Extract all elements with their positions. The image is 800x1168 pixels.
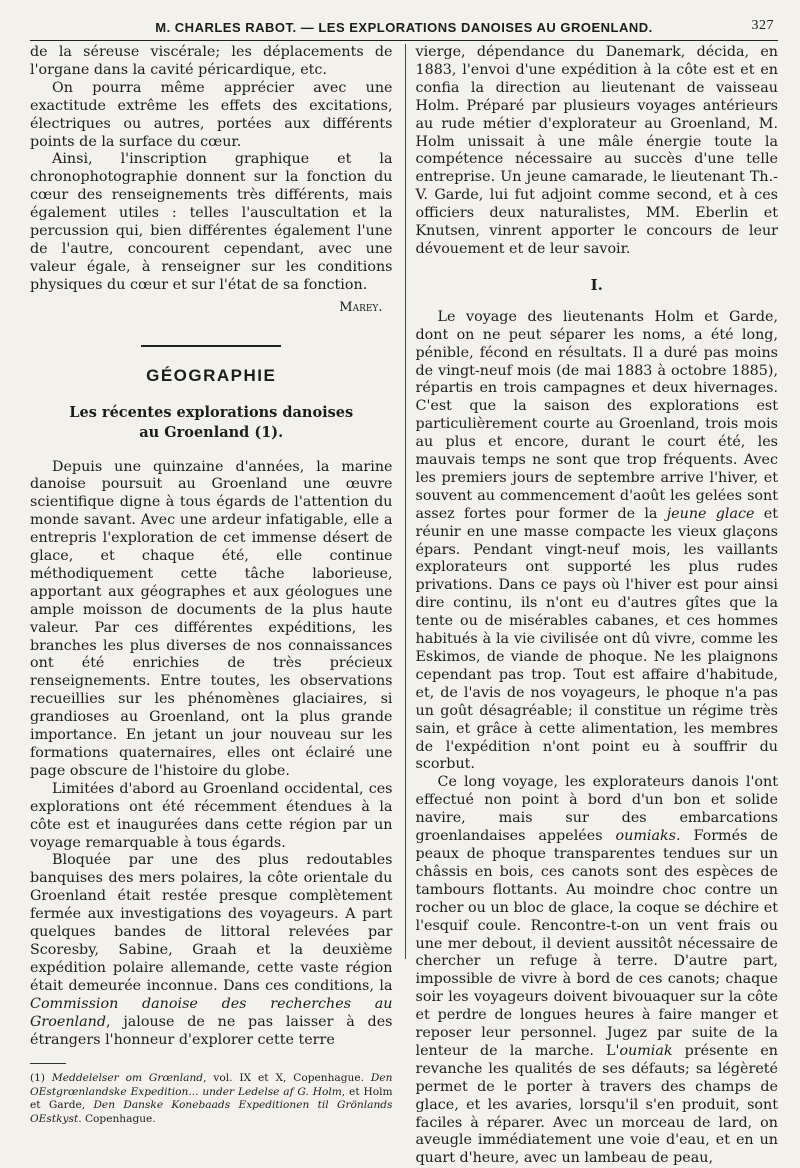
section-number: I. bbox=[590, 275, 603, 294]
footnote-marker: (1) bbox=[30, 1072, 52, 1085]
article-title-line: Les récentes explorations danoises bbox=[69, 403, 354, 421]
section-heading: GÉOGRAPHIE bbox=[146, 365, 277, 385]
paragraph: Limitées d'abord au Groenland occidental, ces explorations ont été récemment étendues à la côte est et inaugurées dans cette région par un voyage remarquable à tous égards. bbox=[30, 780, 393, 851]
paragraph: Ainsi, l'inscription graphique et la chronophotographie donnent sur la fonction du cœur des renseignements très différents, mais également utiles : telles l'auscultation et la percussion qui, bien différentes également l'une de l'autre, concourent cependant, avec une valeur égale, à renseigner sur les conditions physiques du cœur et sur l'état de sa fonction. bbox=[30, 151, 393, 293]
paragraph-text: et réunir en une masse compacte les vieux glaçons épars. Pendant vingt-neuf mois, les vaillants explorateurs ont supporté les plus rudes privations. Dans ce pays où l'hiver est pour ainsi dire continu, ils n'ont eu d'autres gîtes que la tente ou de misérables cabanes, et ces hommes habitués à la vie civilisée ont dû vivre, comme les Eskimos, de viande de phoque. Ne les plaignons cependant pas trop. Tout est affaire d'habitude, et, de l'avis de nos voyageurs, le phoque n'a pas un goût désagréable; il constitue un régime très sain, et grâce à cette alimentation, les membres de l'expédition n'ont point eu à souffrir du scorbut. bbox=[415, 505, 778, 773]
paragraph: vierge, dépendance du Danemark, décida, en 1883, l'envoi d'une expédition à la côte est et en confia la direction au lieutenant de vaisseau Holm. Préparé par plusieurs voyages antérieurs au rude métier d'explorateur au Groenland, M. Holm unissait à une mâle énergie toute la compétence nécessaire au succès d'une telle entreprise. Un jeune camarade, le lieutenant Th.-V. Garde, lui fut adjoint comme second, et à ces officiers deux naturalistes, MM. Eberlin et Knutsen, vinrent apporter le concours de leur dévouement et de leur savoir. bbox=[415, 44, 778, 257]
paragraph bbox=[416, 309, 779, 775]
italic-text: Meddelelser om Grœnland bbox=[51, 1072, 204, 1085]
footnote-text: . Copenhague. bbox=[78, 1112, 156, 1125]
paragraph bbox=[30, 852, 393, 1049]
italic-text: Den Danske Konebaads Expeditionen til Grönlands OEstkyst bbox=[30, 1099, 393, 1125]
running-header bbox=[30, 14, 778, 41]
right-column bbox=[416, 44, 779, 1168]
paragraph-text: présente en revanche les qualités de ses défauts; sa légèreté permet de le porter à travers des champs de glace, et les avaries, lorsqu'il s'en produit, sont faciles à réparer. Avec un morceau de lard, on aveugle immédiatement une voie d'eau, et en un quart d'heure, avec un lambeau de peau, bbox=[415, 1042, 778, 1167]
paragraph: On pourra même apprécier avec une exactitude extrême les effets des excitations, électriques ou autres, portées aux différents points de la surface du cœur. bbox=[30, 79, 393, 150]
article-title bbox=[30, 403, 393, 443]
paragraph-text: , jalouse de ne pas laisser à des étrangers l'honneur d'explorer cette terre bbox=[30, 1013, 393, 1048]
italic-text: Commission danoise des recherches au Groenland bbox=[30, 995, 393, 1030]
section-divider bbox=[141, 345, 281, 347]
running-title: M. CHARLES RABOT. — LES EXPLORATIONS DANOISES AU GROENLAND. bbox=[155, 20, 653, 35]
author-signature: Marey. bbox=[339, 299, 383, 315]
left-column bbox=[30, 44, 401, 1168]
footnote-divider bbox=[30, 1063, 66, 1064]
article-title-line: au Groenland (1). bbox=[139, 423, 284, 441]
footnote-text: , vol. IX et X, Copenhague. bbox=[203, 1072, 371, 1085]
italic-text: jeune glace bbox=[666, 505, 755, 522]
paragraph: de la séreuse viscérale; les déplacements de l'organe dans la cavité péricardique, etc. bbox=[30, 44, 393, 78]
footnote-text: , et Holm et Garde, bbox=[30, 1085, 393, 1112]
page-number: 327 bbox=[751, 18, 774, 33]
paragraph-text: Le voyage des lieutenants Holm et Garde, dont on ne peut séparer les noms, a été long, pénible, fécond en résultats. Il a duré pas moins de vingt-neuf mois (de mai 1883 à octobre 1885), répartis en trois campagnes et deux hivernages. C'est que la saison des explorations est particulièrement courte au Groenland, trois mois au plus et encore, durant le court été, les mauvais temps ne sont que trop fréquents. Avec les premiers jours de septembre arrive l'hiver, et souvent au commencement d'août les gelées sont assez fortes pour former de la bbox=[415, 308, 778, 522]
column-divider bbox=[405, 44, 406, 959]
two-column-body bbox=[30, 44, 778, 1168]
paragraph-text: . Formés de peaux de phoque transparentes tendues sur un châssis en bois, ces canots sont des espèces de tambours flottants. Au moindre choc contre un rocher ou un bloc de glace, la coque se déchire et l'esquif coule. Rencontre-t-on un vent frais ou une mer debout, il devient aussitôt nécessaire de chercher un refuge à terre. D'autre part, impossible de vivre à bord de ces canots; chaque soir les voyageurs doivent bivouaquer sur la côte et perdre de longues heures à faire manger et reposer leur personnel. Jugez par suite de la lenteur de la marche. L' bbox=[415, 828, 778, 1059]
paragraph-text: Bloquée par une des plus redoutables banquises des mers polaires, la côte orientale du Groenland était restée presque complètement fermée aux investigations des voyageurs. A part quelques bandes de littoral relevées par Scoresby, Sabine, Graah et la deuxième expédition polaire allemande, cette vaste région était demeurée inconnue. Dans ces conditions, la bbox=[30, 852, 393, 994]
paragraph-text: Ce long voyage, les explorateurs danois l'ont effectué non point à bord d'un bon et solide navire, mais sur des embarcations groenlandaises appelées bbox=[415, 774, 778, 845]
italic-text: Den OEstgrœnlandske Expedition... under Ledelse af G. Holm bbox=[30, 1072, 393, 1098]
paragraph: Depuis une quinzaine d'années, la marine danoise poursuit au Groenland une œuvre scientifique digne à tous égards de l'attention du monde savant. Avec une ardeur infatigable, elle a entrepris l'exploration de cet immense désert de glace, et chaque été, elle continue méthodiquement cette tâche laborieuse, apportant aux géographes et aux géologues une ample moisson de documents de la plus haute valeur. Par ces différentes expéditions, les branches les plus diverses de nos connaissances ont été enrichies de très précieux renseignements. Entre toutes, les observations recueillies sur les phénomènes glaciaires, si grandioses au Groenland, ont la plus grande importance. En jetant un jour nouveau sur les formations quaternaires, elles ont éclairé une page obscure de l'histoire du globe. bbox=[30, 458, 393, 779]
paragraph bbox=[416, 774, 779, 1168]
footnote bbox=[30, 1072, 393, 1126]
italic-text: oumiaks bbox=[615, 828, 676, 845]
italic-text: oumiak bbox=[619, 1042, 673, 1059]
